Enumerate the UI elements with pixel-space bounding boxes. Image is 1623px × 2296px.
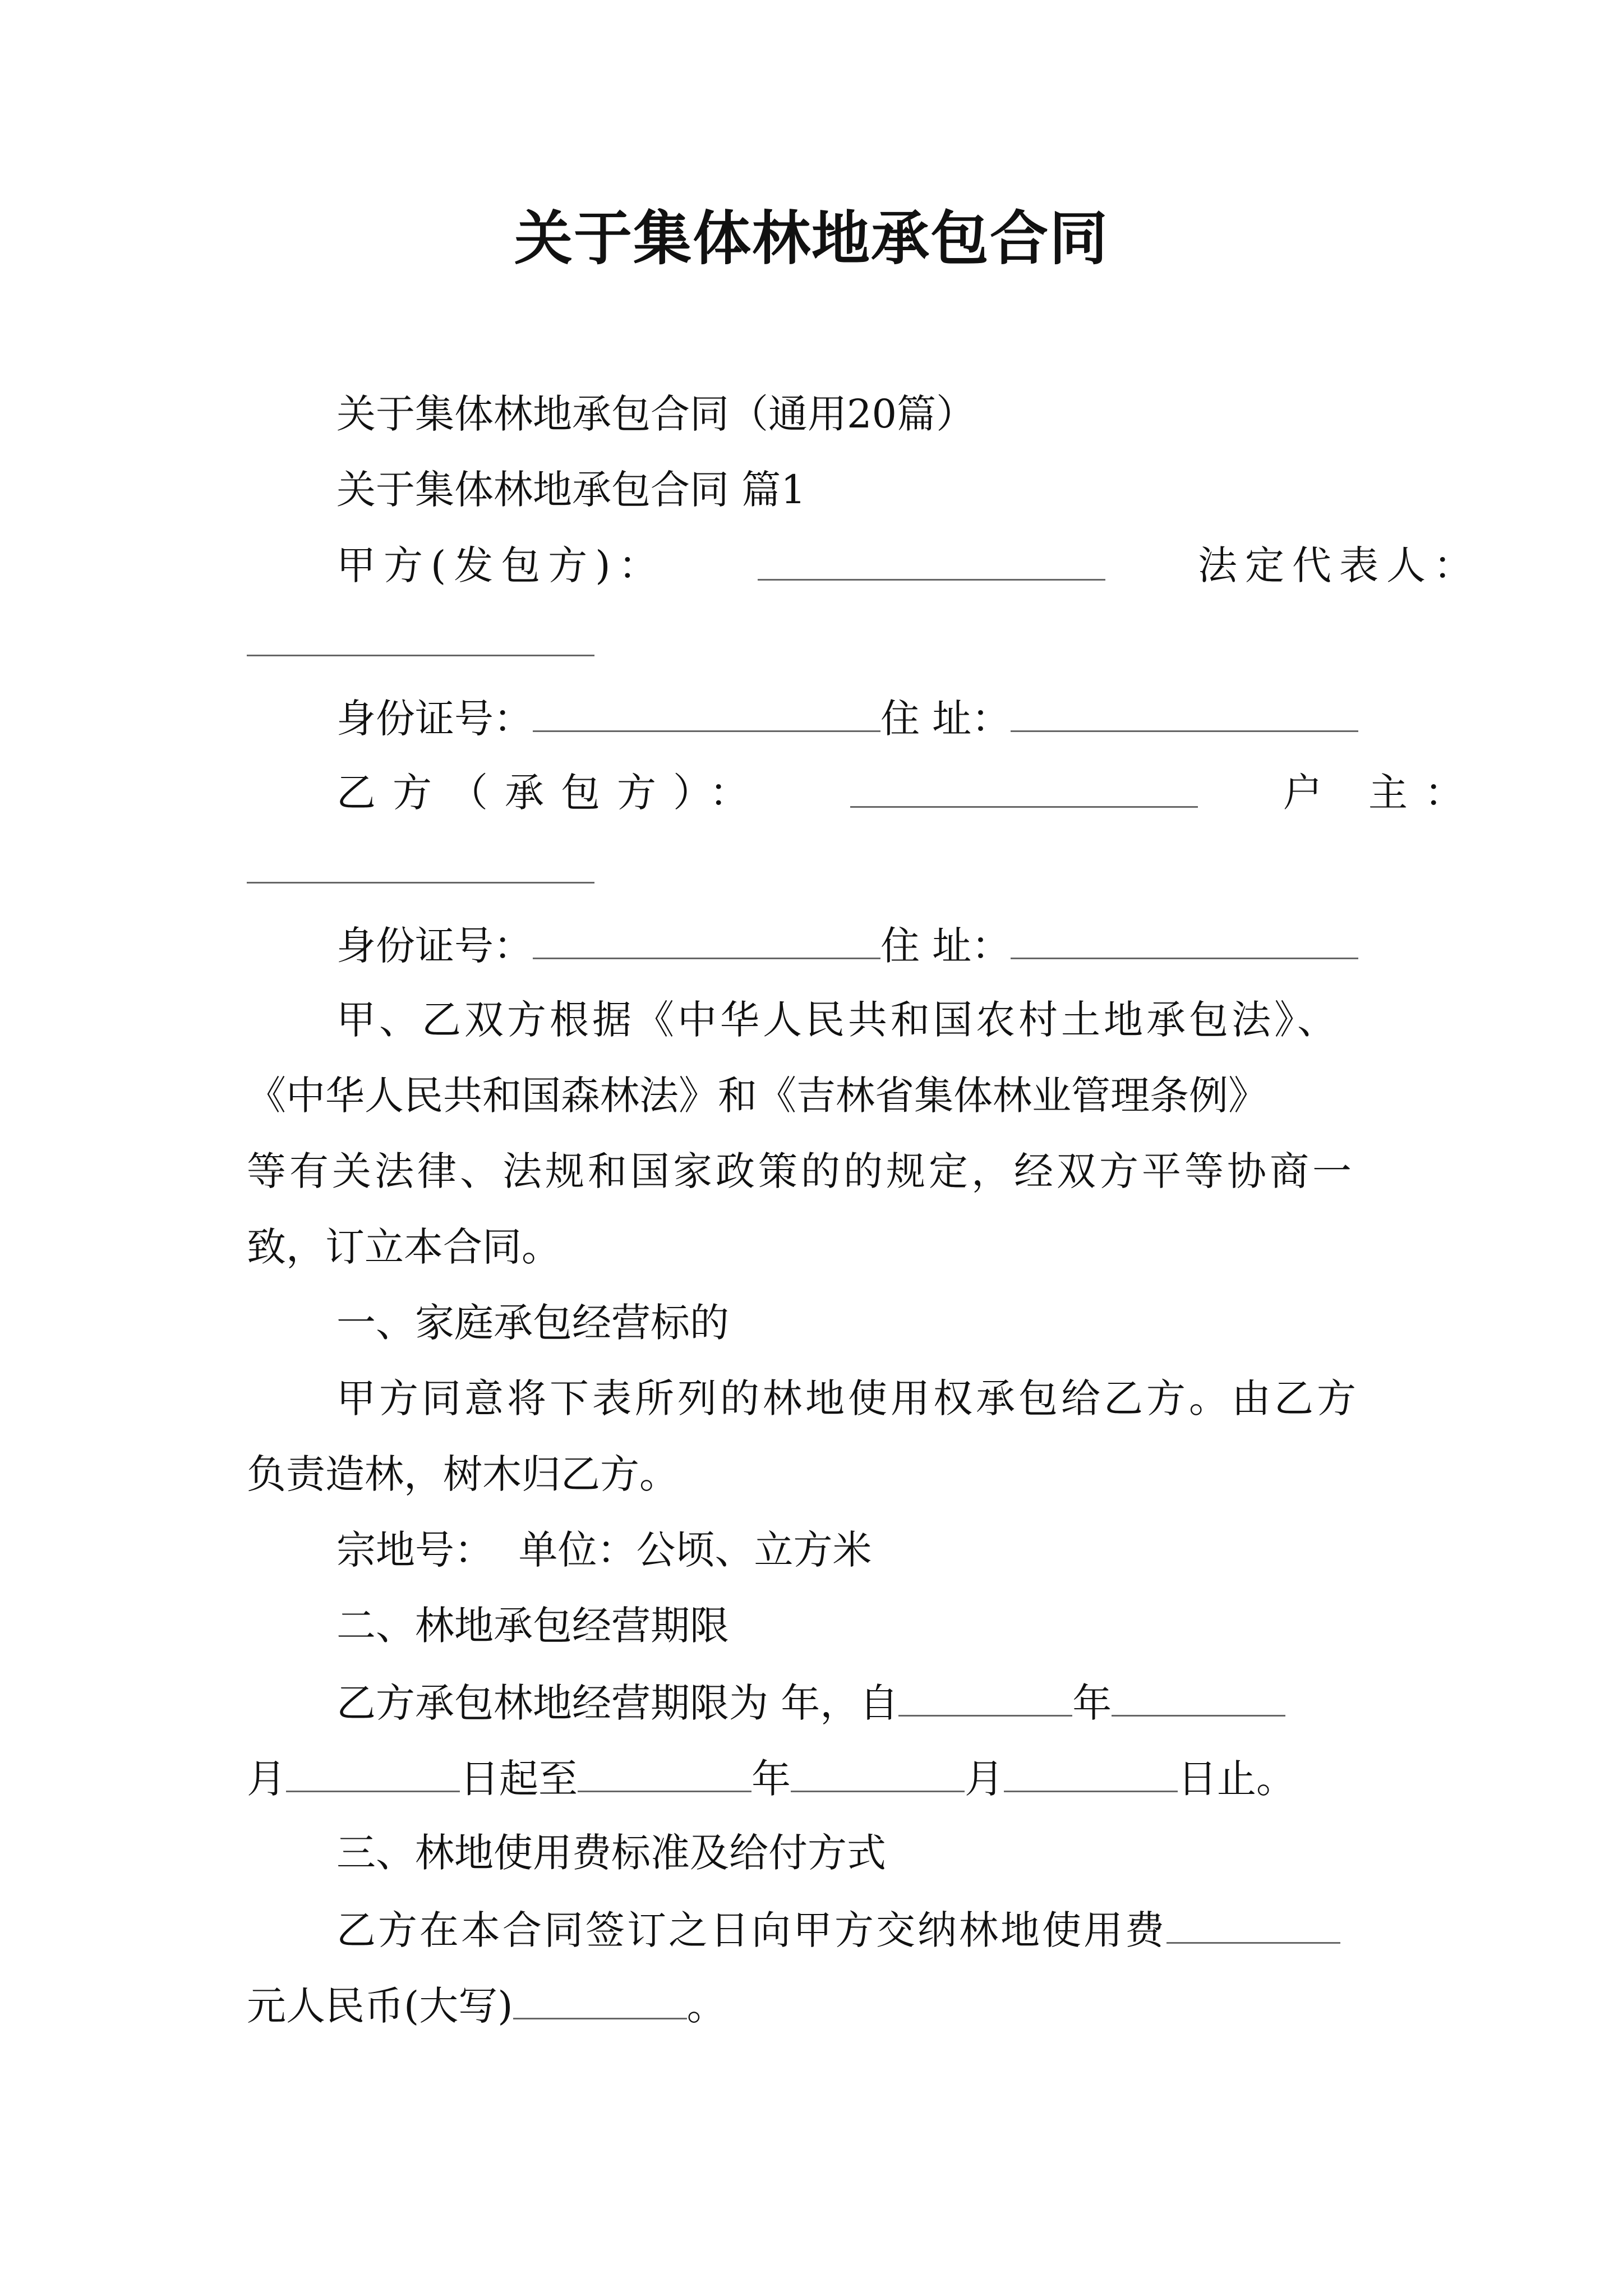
householder-blank	[247, 841, 594, 884]
legal-rep-row	[247, 614, 594, 670]
householder-label: 户 主：	[1283, 770, 1481, 816]
basis-line-4: 致，订立本合同。	[247, 1224, 561, 1270]
clause2-heading: 二、林地承包经营期限	[336, 1603, 729, 1649]
clause2-line-1	[336, 1674, 1285, 1730]
start-year-blank	[898, 1674, 1072, 1717]
month-text-2: 月	[965, 1756, 1004, 1802]
end-day-blank	[1004, 1750, 1178, 1792]
address-label-1: 住 址：	[880, 696, 1011, 742]
fee-amount-blank	[1166, 1902, 1340, 1944]
end-year-blank	[578, 1750, 751, 1792]
party-b-label: 乙方（承包方）：	[336, 770, 766, 816]
start-day-blank	[286, 1750, 460, 1792]
id-blank-1	[533, 690, 880, 732]
clause1-line-1: 甲方同意将下表所列的林地使用权承包给乙方。由乙方	[336, 1375, 1359, 1421]
land-number-line: 宗地号： 单位：公顷、立方米	[336, 1527, 872, 1573]
month-text-1: 月	[247, 1756, 286, 1802]
year-text-2: 年	[751, 1756, 791, 1802]
legal-rep-blank	[247, 614, 594, 656]
year-text-1: 年	[1072, 1680, 1112, 1726]
basis-line-3: 等有关法律、法规和国家政策的的规定，经双方平等协商一	[247, 1148, 1355, 1194]
document-title: 关于集体林地承包合同	[514, 204, 1109, 273]
party-b-row	[336, 766, 1481, 820]
address-blank-1	[1011, 690, 1358, 732]
from-text: 日起至	[460, 1756, 578, 1802]
party-b-blank	[850, 766, 1198, 808]
fee-capital-blank	[513, 1977, 687, 2019]
clause3-line-2	[247, 1977, 726, 2033]
party-a-blank	[758, 539, 1105, 581]
end-month-blank	[791, 1750, 965, 1792]
clause3-line-1	[336, 1902, 1340, 1957]
fee-currency-text: 元人民币(大写)	[247, 1983, 513, 2029]
term-text: 乙方承包林地经营期限为 年，自	[336, 1680, 899, 1726]
id-label-2: 身份证号：	[336, 923, 533, 969]
address-label-2: 住 址：	[880, 923, 1011, 969]
address-blank-2	[1011, 917, 1358, 959]
clause1-heading: 一、家庭承包经营标的	[336, 1300, 729, 1346]
basis-line-1: 甲、乙双方根据《中华人民共和国农村土地承包法》、	[336, 997, 1340, 1043]
id-address-row-1	[336, 690, 1358, 746]
until-text: 日止。	[1178, 1756, 1295, 1802]
start-month-blank	[1112, 1674, 1285, 1717]
id-address-row-2	[336, 917, 1358, 973]
basis-line-2: 《中华人民共和国森林法》和《吉林省集体林业管理条例》	[247, 1073, 1267, 1119]
party-a-row	[336, 539, 1481, 592]
clause2-line-2	[247, 1750, 1295, 1806]
section-heading: 关于集体林地承包合同 篇1	[336, 467, 806, 513]
fee-end-punct: 。	[686, 1983, 726, 2029]
legal-rep-label: 法定代表人：	[1198, 542, 1481, 588]
id-label-1: 身份证号：	[336, 696, 533, 742]
clause1-line-2: 负责造林，树木归乙方。	[247, 1451, 679, 1497]
document-subtitle: 关于集体林地承包合同（通用20篇）	[336, 391, 976, 437]
party-a-label: 甲方(发包方)：	[336, 542, 666, 588]
id-blank-2	[533, 917, 880, 959]
householder-row	[247, 841, 594, 897]
fee-text: 乙方在本合同签订之日向甲方交纳林地使用费	[336, 1907, 1166, 1953]
clause3-heading: 三、林地使用费标准及给付方式	[336, 1830, 886, 1876]
